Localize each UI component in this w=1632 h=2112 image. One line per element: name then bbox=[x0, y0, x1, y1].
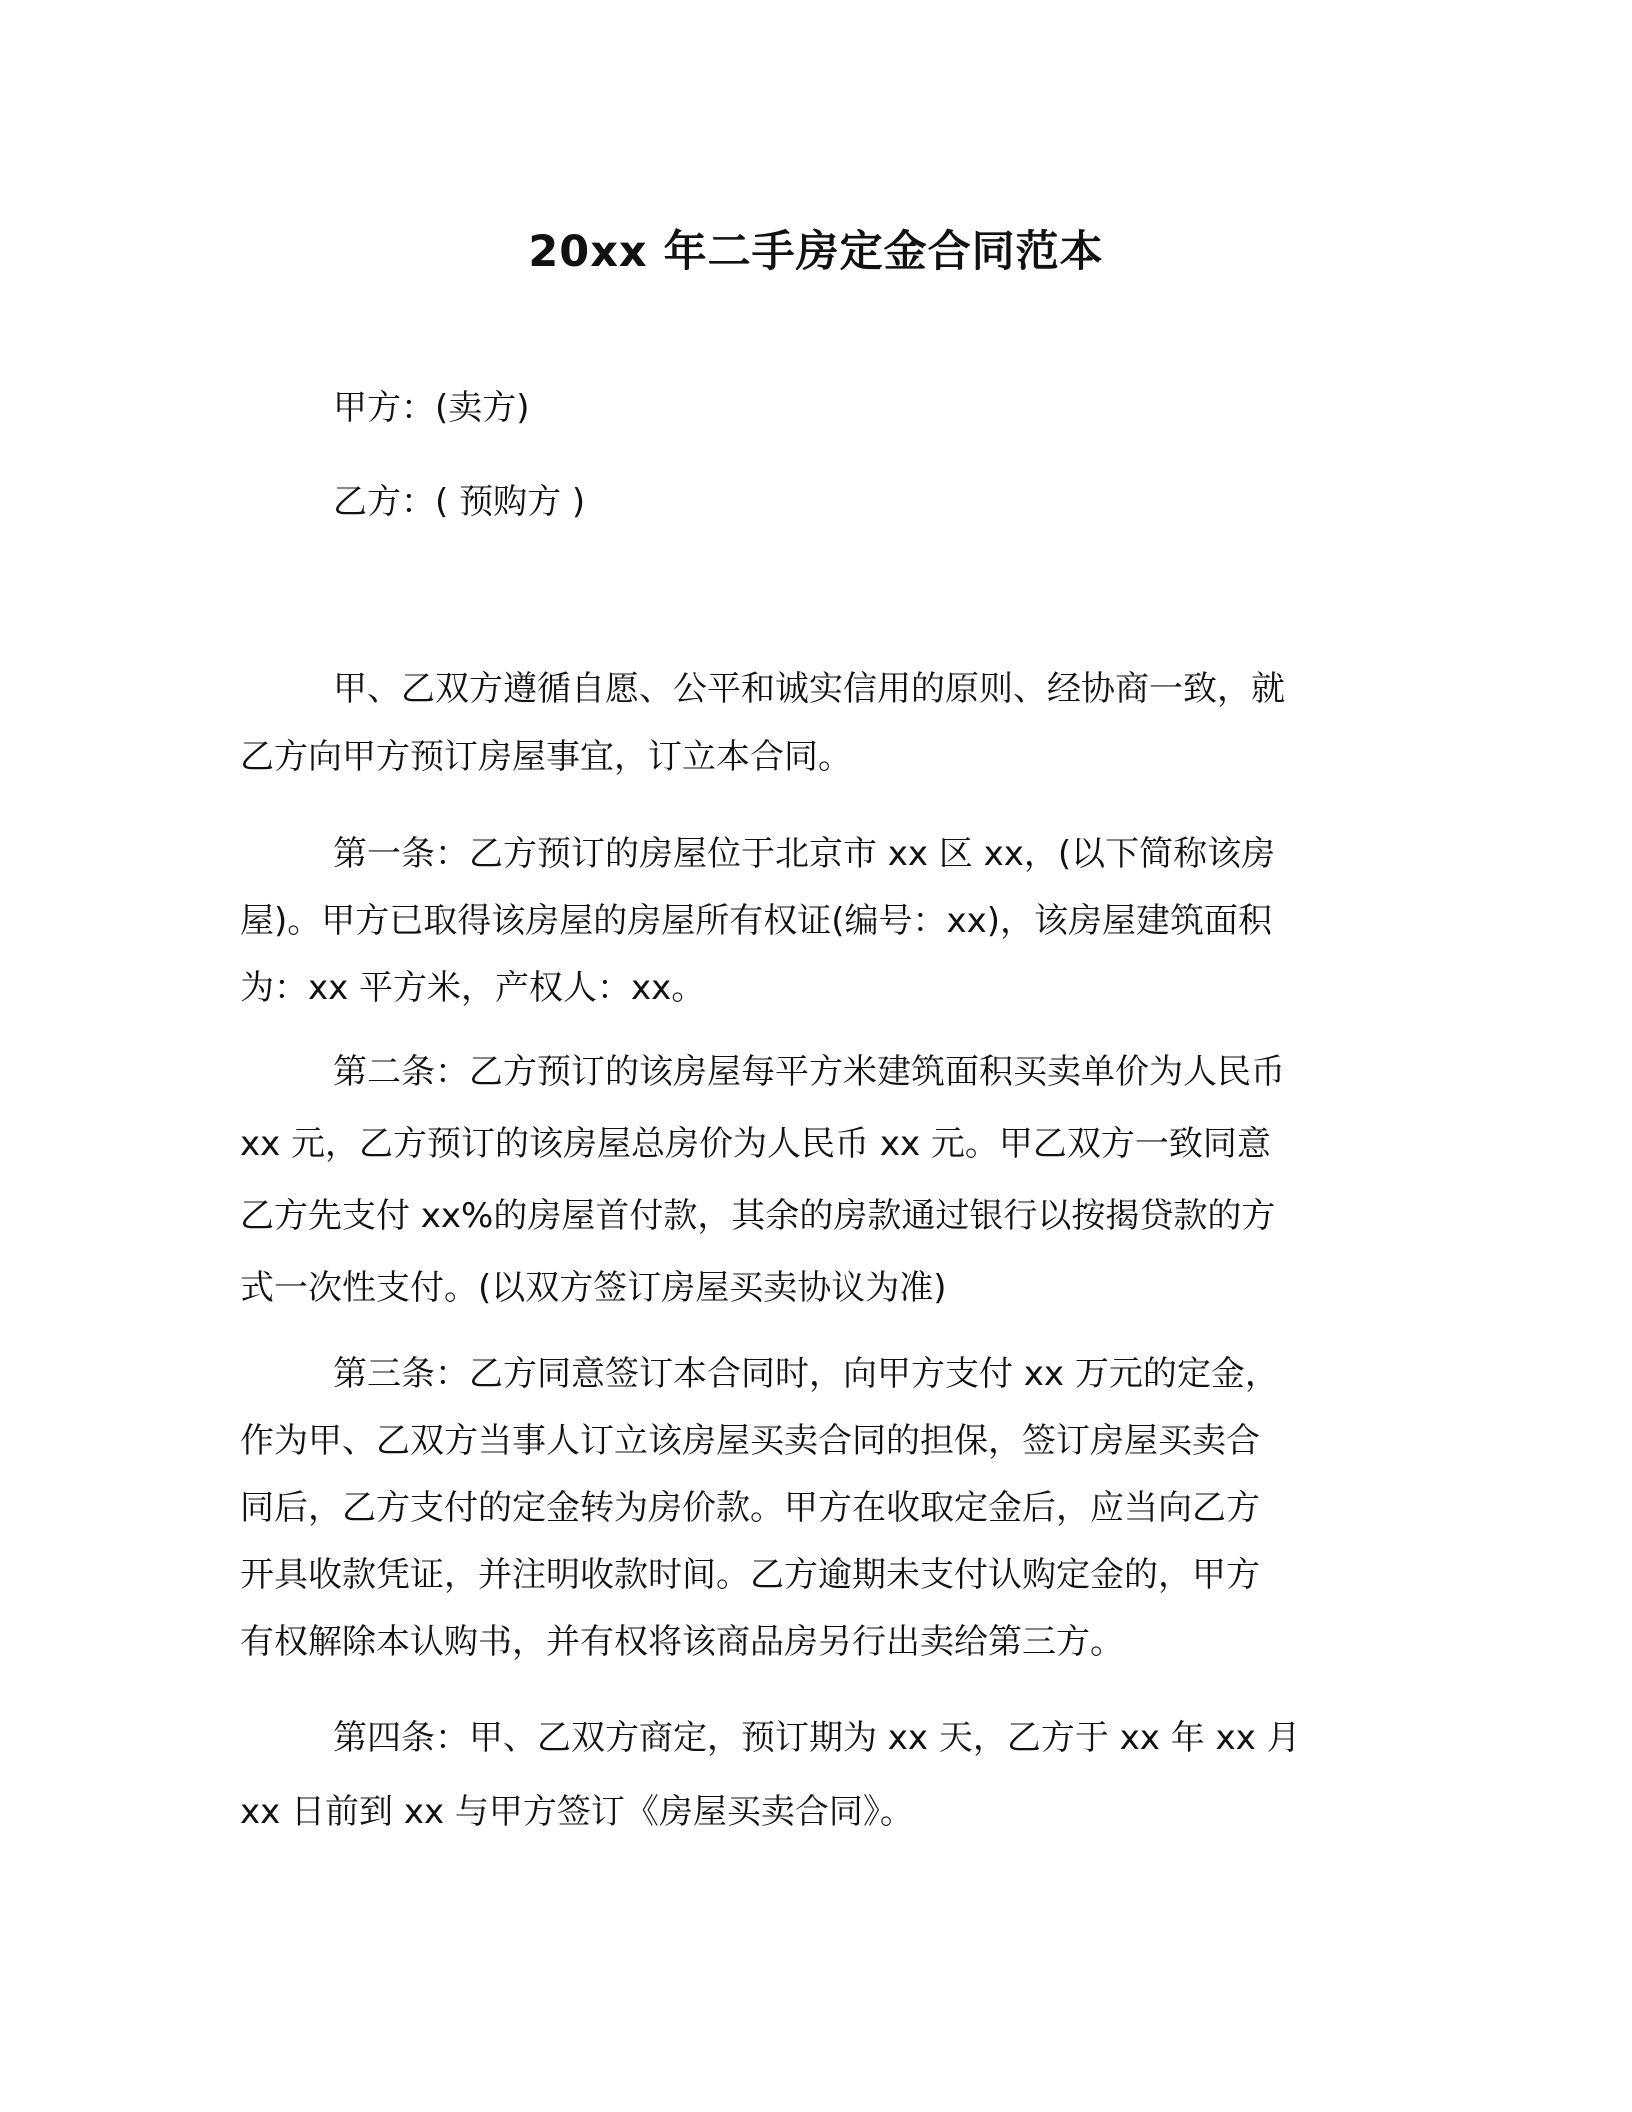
paragraph-line: 有权解除本认购书，并有权将该商品房另行出卖给第三方。 bbox=[240, 1622, 1124, 1662]
paragraph-line: 为：xx 平方米，产权人：xx。 bbox=[240, 968, 706, 1008]
paragraph-line: 屋)。甲方已取得该房屋的房屋所有权证(编号：xx)，该房屋建筑面积 bbox=[240, 901, 1273, 941]
party-a-line: 甲方：(卖方) bbox=[333, 388, 530, 428]
paragraph-line: 第四条：甲、乙双方商定，预订期为 xx 天，乙方于 xx 年 xx 月 bbox=[333, 1718, 1301, 1758]
paragraph-line: 作为甲、乙双方当事人订立该房屋买卖合同的担保，签订房屋买卖合 bbox=[240, 1421, 1260, 1461]
article-2-paragraph bbox=[240, 1048, 1372, 1312]
article-4-paragraph bbox=[240, 1714, 1372, 1836]
document-title: 20xx 年二手房定金合同范本 bbox=[528, 227, 1104, 277]
paragraph-line: xx 元，乙方预订的该房屋总房价为人民币 xx 元。甲乙双方一致同意 bbox=[240, 1124, 1271, 1164]
paragraph-line: 式一次性支付。(以双方签订房屋买卖协议为准) bbox=[240, 1268, 947, 1308]
paragraph-line: 第二条：乙方预订的该房屋每平方米建筑面积买卖单价为人民币 bbox=[333, 1052, 1285, 1092]
paragraph-line: 第一条：乙方预订的房屋位于北京市 xx 区 xx，(以下简称该房 bbox=[333, 834, 1276, 874]
paragraph-line: 甲、乙双方遵循自愿、公平和诚实信用的原则、经协商一致，就 bbox=[333, 669, 1285, 709]
party-b-line: 乙方：( 预购方 ) bbox=[333, 482, 586, 522]
intro-paragraph bbox=[240, 665, 1372, 781]
paragraph-line: 第三条：乙方同意签订本合同时，向甲方支付 xx 万元的定金， bbox=[333, 1354, 1279, 1394]
article-3-paragraph bbox=[240, 1350, 1372, 1666]
article-1-paragraph bbox=[240, 830, 1372, 1012]
paragraph-line: 同后，乙方支付的定金转为房价款。甲方在收取定金后，应当向乙方 bbox=[240, 1488, 1260, 1528]
paragraph-line: xx 日前到 xx 与甲方签订《房屋买卖合同》。 bbox=[240, 1792, 914, 1832]
paragraph-line: 乙方向甲方预订房屋事宜，订立本合同。 bbox=[240, 737, 852, 777]
paragraph-line: 乙方先支付 xx%的房屋首付款，其余的房款通过银行以按揭贷款的方 bbox=[240, 1196, 1276, 1236]
paragraph-line: 开具收款凭证，并注明收款时间。乙方逾期未支付认购定金的，甲方 bbox=[240, 1555, 1260, 1595]
